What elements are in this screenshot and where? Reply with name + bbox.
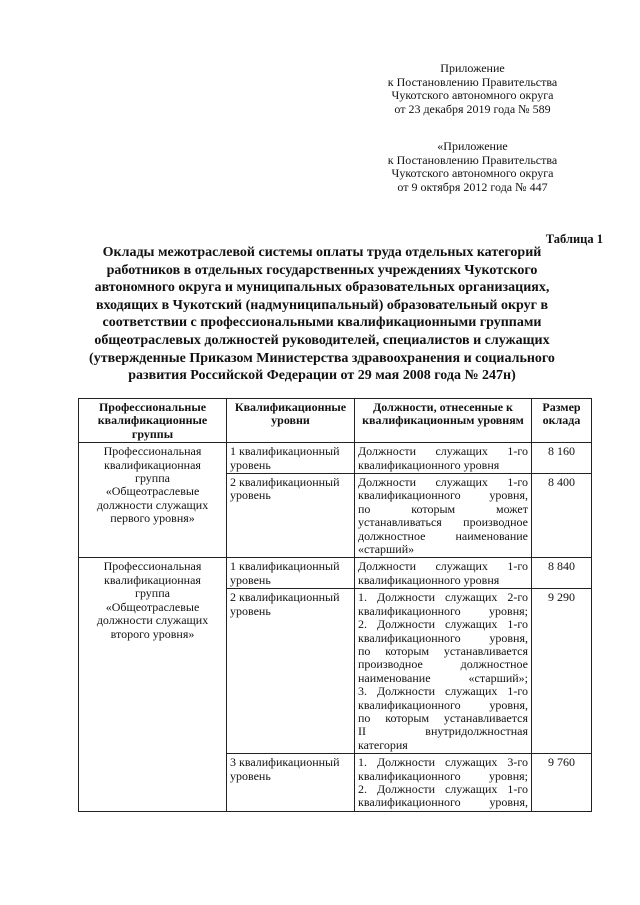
position-line: наименование «старший»; <box>358 670 528 685</box>
position-line: 2. Должности служащих 1-го <box>358 781 528 796</box>
position-line: по которым устанавливается <box>358 643 528 658</box>
appendix-line: «Приложение <box>437 139 508 153</box>
document-title <box>80 244 564 385</box>
title-line: автономного округа и муниципальных образовательных организациях, <box>94 280 550 296</box>
position-line: квалификационного уровня, <box>358 630 528 645</box>
qualification-level-cell <box>227 589 355 754</box>
qualification-level-cell <box>227 754 355 812</box>
group-name-line: «Общеотраслевые <box>105 484 200 499</box>
position-line: Должности служащих 1-го <box>358 475 528 490</box>
group-name-line: первого уровня» <box>110 511 195 526</box>
salary-cell: 8 400 <box>532 474 592 558</box>
table-row <box>79 558 592 589</box>
position-line: 1. Должности служащих 3-го <box>358 755 528 770</box>
salary-table <box>78 398 592 812</box>
level-line: 2 квалификационный <box>230 475 340 490</box>
header-salary: Размер оклада <box>532 399 592 443</box>
positions-cell <box>355 589 532 754</box>
position-line: квалификационного уровня, <box>358 697 528 712</box>
position-line: квалификационного уровня; <box>358 768 528 783</box>
group-name-line: «Общеотраслевые <box>105 599 200 614</box>
appendix-line: от 23 декабря 2019 года № 589 <box>394 101 551 116</box>
group-name-line: второго уровня» <box>110 626 195 641</box>
positions-cell <box>355 474 532 558</box>
appendix-line: к Постановлению Правительства <box>387 152 558 167</box>
position-line: II внутридолжностная <box>358 724 528 739</box>
salary-cell: 9 760 <box>532 754 592 812</box>
qualification-group-cell <box>79 558 227 811</box>
title-line: развития Российской Федерации от 29 мая 2008 года № 247н) <box>128 368 516 384</box>
title-line: общеотраслевых должностей руководителей, специалистов и служащих <box>94 332 550 348</box>
appendix-line: к Постановлению Правительства <box>387 74 558 89</box>
group-name-line: квалификационная <box>104 572 201 587</box>
table-row <box>79 443 592 474</box>
group-name-line: группа <box>135 471 170 486</box>
title-line: соответствии с профессиональными квалификационными группами <box>102 315 542 331</box>
positions-cell <box>355 443 532 474</box>
title-line: Оклады межотраслевой системы оплаты труда отдельных категорий <box>102 245 542 260</box>
appendix-line: от 9 октября 2012 года № 447 <box>397 179 548 194</box>
level-line: уровень <box>230 768 271 783</box>
group-name-line: Профессиональная <box>103 559 202 574</box>
position-line: по которым устанавливается <box>358 710 528 725</box>
header-positions: Должности, отнесенные к квалификационным уровням <box>355 399 532 443</box>
position-line: квалификационного уровня, <box>358 488 528 503</box>
position-line: Должности служащих 1-го <box>358 444 528 459</box>
position-line: категория <box>358 737 408 752</box>
position-line: квалификационного уровня, <box>358 795 528 810</box>
qualification-group-cell <box>79 443 227 558</box>
appendix-line: Чукотского автономного округа <box>391 88 554 102</box>
level-line: уровень <box>230 603 271 618</box>
level-line: 1 квалификационный <box>230 444 340 459</box>
level-line: уровень <box>230 488 271 503</box>
qualification-level-cell <box>227 474 355 558</box>
group-name-line: группа <box>135 586 170 601</box>
position-line: квалификационного уровня <box>358 572 500 587</box>
position-line: «старший» <box>358 542 415 557</box>
position-line: Должности служащих 1-го <box>358 559 528 574</box>
title-line: (утвержденные Приказом Министерства здравоохранения и социального <box>89 350 555 366</box>
position-line: производное должностное <box>358 657 528 672</box>
positions-cell <box>355 558 532 589</box>
title-line: работников в отдельных государственных учреждениях Чукотского <box>106 262 538 278</box>
appendix-line: Чукотского автономного округа <box>391 166 554 180</box>
positions-cell <box>355 754 532 812</box>
salary-cell: 8 840 <box>532 558 592 589</box>
position-line: 2. Должности служащих 1-го <box>358 617 528 632</box>
salary-cell: 8 160 <box>532 443 592 474</box>
position-line: 3. Должности служащих 1-го <box>358 684 528 699</box>
level-line: 2 квалификационный <box>230 590 340 605</box>
level-line: уровень <box>230 457 271 472</box>
position-line: квалификационного уровня <box>358 457 500 472</box>
qualification-level-cell <box>227 443 355 474</box>
title-line: входящих в Чукотский (надмуниципальный) образовательный округ в <box>95 297 549 313</box>
position-line: квалификационного уровня; <box>358 603 528 618</box>
appendix-line: Приложение <box>440 61 505 75</box>
qualification-level-cell <box>227 558 355 589</box>
group-name-line: Профессиональная <box>103 444 202 459</box>
level-line: 1 квалификационный <box>230 559 340 574</box>
group-name-line: должности служащих <box>96 497 209 512</box>
appendix-reference-original <box>370 140 575 194</box>
table-header-row <box>79 399 592 443</box>
appendix-reference-current <box>370 62 575 116</box>
group-name-line: квалификационная <box>104 457 201 472</box>
position-line: по которым может <box>358 501 528 516</box>
level-line: уровень <box>230 572 271 587</box>
position-line: устанавливаться производное <box>358 515 528 530</box>
header-qualification-groups: Профессиональные квалификационные группы <box>79 399 227 443</box>
level-line: 3 квалификационный <box>230 755 340 770</box>
salary-cell: 9 290 <box>532 589 592 754</box>
header-qualification-levels: Квалификационные уровни <box>227 399 355 443</box>
position-line: должностное наименование <box>358 528 528 543</box>
position-line: 1. Должности служащих 2-го <box>358 590 528 605</box>
table-number-label: Таблица 1 <box>545 232 603 246</box>
group-name-line: должности служащих <box>96 613 209 628</box>
